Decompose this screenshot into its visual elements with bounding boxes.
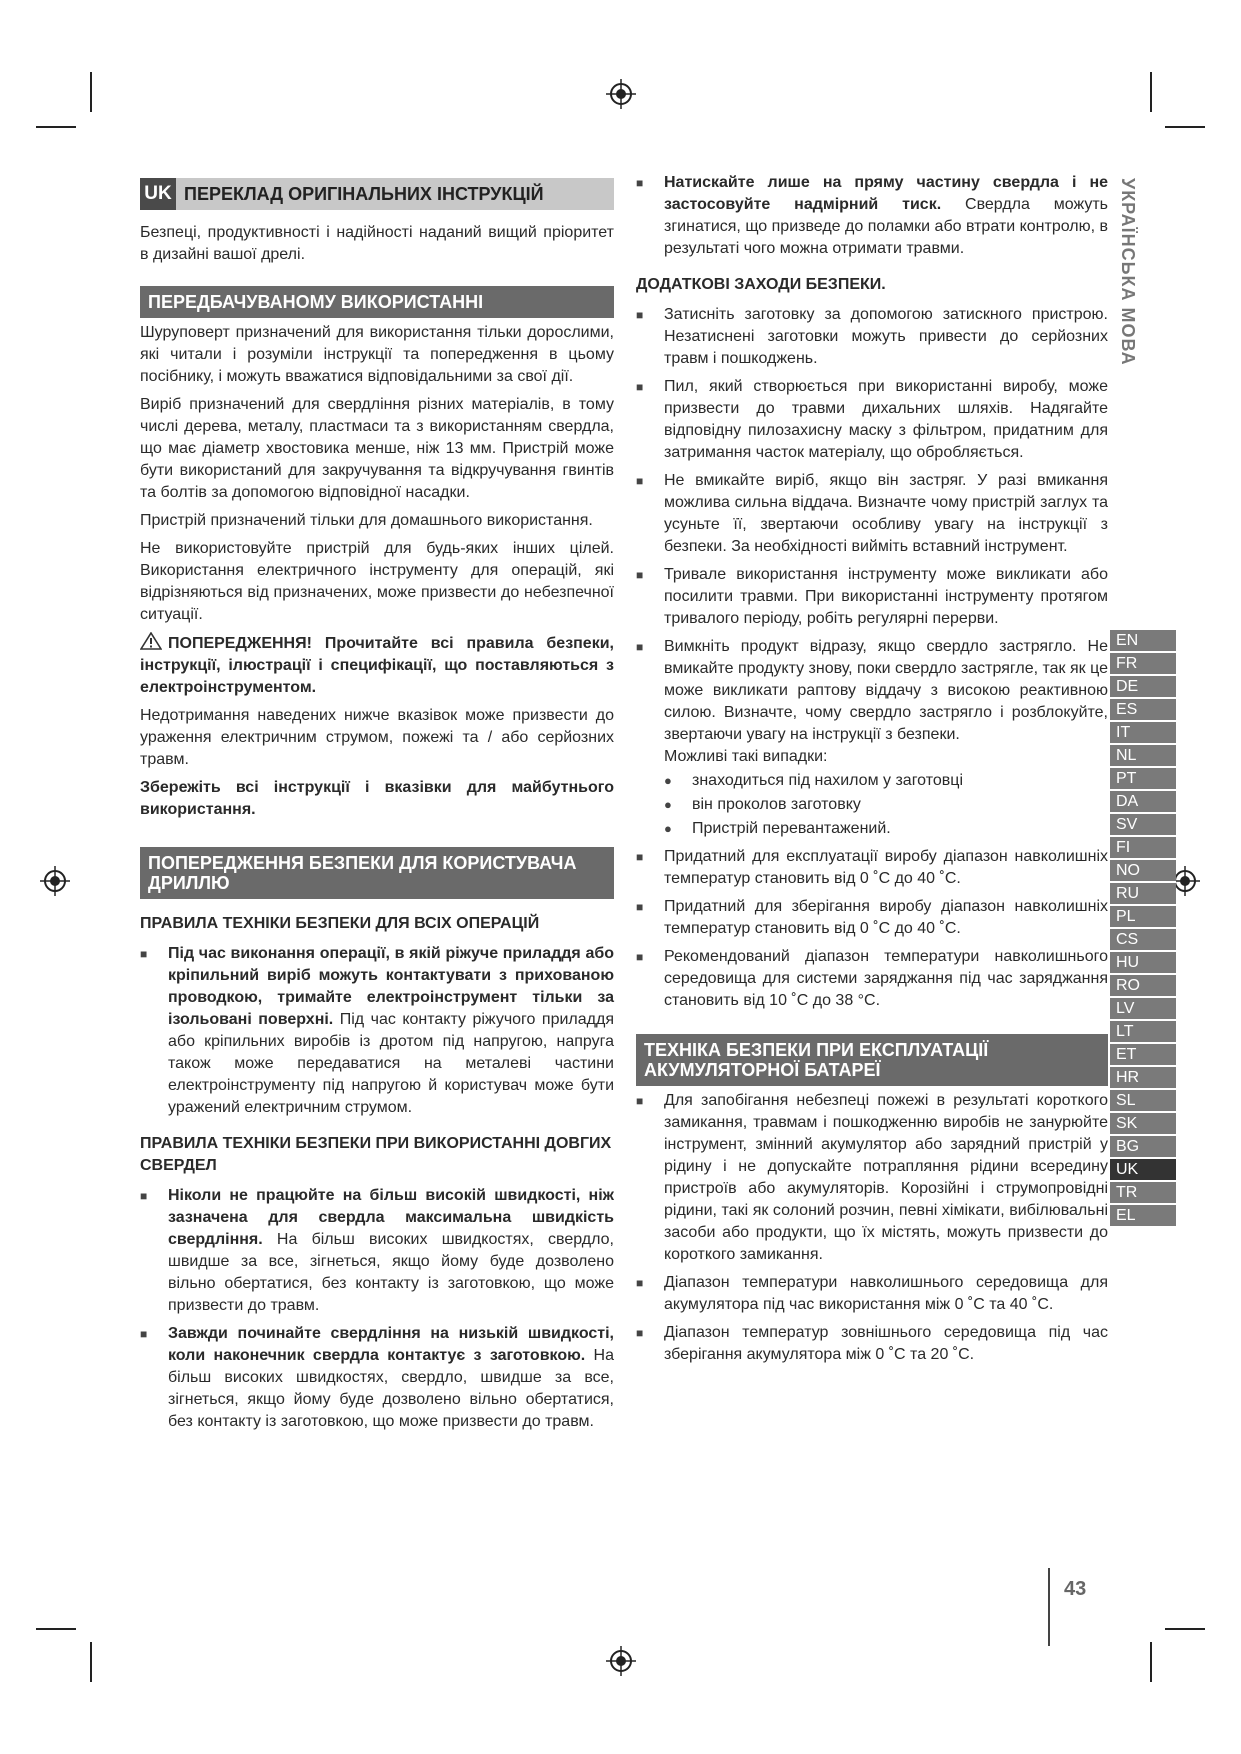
paragraph: Пристрій призначений тільки для домашнього використання. [140,512,593,529]
subheading-all-operations: ПРАВИЛА ТЕХНІКИ БЕЗПЕКИ ДЛЯ ВСІХ ОПЕРАЦІЙ [140,915,540,932]
page-number: 43 [1064,1578,1087,1600]
list-item: ■ Придатний для експлуатації виробу діапазон навколишніх температур становить від 0 ˚C до 40 ˚C. [636,846,1108,890]
paragraph: Недотримання наведених нижче вказівок може призвести до ураження електричним струмом, пожежі та / або серйозних травм. [140,707,614,768]
language-tab-fi[interactable]: FI [1110,837,1176,860]
language-tab-nl[interactable]: NL [1110,745,1176,768]
language-tab-ro[interactable]: RO [1110,975,1176,998]
side-title [1116,178,1146,398]
document-header [140,178,614,210]
list-item [140,1185,614,1317]
language-tab-pl[interactable]: PL [1110,906,1176,929]
crop-mark [1165,1628,1205,1630]
list-item-text: На більш високих швидкостях, свердло, швидше за все, зігнеться, якщо йому буде дозволено вільно обертатися, без контакту із заготовкою, що може призвести до травм. [168,1231,614,1314]
language-tab-et[interactable]: ET [1110,1044,1176,1067]
side-title-text: УКРАЇНСЬКА МОВА [1118,178,1138,366]
section-heading-battery-safety: ТЕХНІКА БЕЗПЕКИ ПРИ ЕКСПЛУАТАЦІЇ АКУМУЛЯТОРНОЇ БАТАРЕЇ [636,1034,1108,1086]
list-item-continuation: Можливі такі випадки: [664,748,828,765]
list-item: ■ Тривале використання інструменту може викликати або посилити травми. При використанні інструменту протягом тривалого періоду, робіть регулярні перерви. [636,564,1108,630]
list-item-text: На більш високих швидкостях, свердло, швидше за все, зігнеться, якщо йому буде дозволено вільно обертатися, без контакту із заготовкою, що може призвести до травм. [168,1347,614,1430]
language-tab-hu[interactable]: HU [1110,952,1176,975]
subheading-additional-safety: ДОДАТКОВІ ЗАХОДИ БЕЗПЕКИ. [636,276,886,293]
warning-bold-text: ПОПЕРЕДЖЕННЯ! Прочитайте всі правила безпеки, інструкції, ілюстрації і специфікації, що поставляються з електроінструментом. [140,635,614,696]
crop-mark [90,72,92,112]
crop-mark [1150,1642,1152,1682]
crop-mark [1150,72,1152,112]
list-item: ■ Діапазон температур зовнішнього середовища під час зберігання акумулятора між 0 ˚C та 20 ˚C. [636,1322,1108,1366]
paragraph: Шуруповерт призначений для використання тільки дорослими, які читали і розуміли інструкції та попередження в цьому посібнику, і можуть вважатися відповідальними за свої дії. [140,324,614,385]
bullet-item: ● Пристрій перевантажений. [636,818,1108,840]
language-tab-hr[interactable]: HR [1110,1067,1176,1090]
language-tab-no[interactable]: NO [1110,860,1176,883]
list-item: ■ Не вмикайте виріб, якщо він застряг. У разі вмикання можлива сильна віддача. Визначте чому пристрій заглух та усуньте її, звертаючи особливу увагу на інструкції з безпеки. За необхідності вийміть вставний інструмент. [636,470,1108,558]
language-tab-fr[interactable]: FR [1110,653,1176,676]
document-title: ПЕРЕКЛАД ОРИГІНАЛЬНИХ ІНСТРУКЦІЙ [184,184,544,204]
list-item: ■ Рекомендований діапазон температури навколишнього середовища для системи заряджання під час заряджання становить від 10 ˚C до 38 °C. [636,946,1108,1012]
language-tab-tr[interactable]: TR [1110,1182,1176,1205]
list-item: ■ Пил, який створюється при використанні виробу, може призвести до травми дихальних шляхів. Надягайте відповідну пилозахисну маску з фільтром, придатним для затримання часток матеріалу, що обробляється. [636,376,1108,464]
section-heading-drill-safety: ПОПЕРЕДЖЕННЯ БЕЗПЕКИ ДЛЯ КОРИСТУВАЧА ДРИЛЛЮ [140,847,614,899]
paragraph: Виріб призначений для свердління різних матеріалів, в тому числі дерева, металу, пластмаси та з використанням свердла, що має діаметр хвостовика менше, ніж 13 мм. Пристрій може бути використаний для закручування та відкручування гвинтів та болтів за допомогою відповідної насадки. [140,396,614,501]
crop-mark [36,1628,76,1630]
list-item [636,172,1108,260]
list-item: ■ Затисніть заготовку за допомогою затискного пристрою. Незатиснені заготовки можуть привести до серйозних травм і пошкоджень. [636,304,1108,370]
language-tab-bg[interactable]: BG [1110,1136,1176,1159]
language-tab-en[interactable]: EN [1110,630,1176,653]
list-item: ■ Діапазон температури навколишнього середовища для акумулятора під час використання між 0 ˚C та 40 ˚C. [636,1272,1108,1316]
registration-mark-icon [40,866,70,896]
warning-paragraph [140,632,614,699]
intro-paragraph: Безпеці, продуктивності і надійності наданий вищий пріоритет в дизайні вашої дрелі. [140,224,614,263]
page-number-divider [1048,1568,1050,1646]
crop-mark [90,1642,92,1682]
crop-mark [36,126,76,128]
language-tab-sk[interactable]: SK [1110,1113,1176,1136]
list-item-bold: Під час виконання операції, в якій ріжуче приладдя або кріпильний виріб можуть контактувати з прихованою проводкою, тримайте електроінструмент тільки за ізольовані поверхні. [168,945,614,1028]
language-tabs [1110,630,1176,1228]
registration-mark-icon [606,79,636,109]
language-tab-de[interactable]: DE [1110,676,1176,699]
list-item-bold: Ніколи не працюйте на більш високій швидкості, ніж зазначена для свердла максимальна швидкість свердління. [168,1187,614,1248]
crop-mark [1165,126,1205,128]
language-tab-lv[interactable]: LV [1110,998,1176,1021]
language-tab-da[interactable]: DA [1110,791,1176,814]
list-item-text: Під час контакту ріжучого приладдя або кріпильних виробів із дротом під напругою, напруга також може передаватися на металеві частини електроінструменту під напругою й користувач може бути уражений електричним струмом. [168,1011,614,1116]
list-item [140,943,614,1119]
language-tab-uk[interactable]: UK [1110,1159,1176,1182]
paragraph: Не використовуйте пристрій для будь-яких інших цілей. Використання електричного інструменту для операцій, які відрізняються від призначених, може призвести до небезпечної ситуації. [140,540,614,623]
list-item: ■ Для запобігання небезпеці пожежі в результаті короткого замикання, травмам і пошкодженню виробів не занурюйте інструмент, змінний акумулятор або зарядний пристрій у рідину і не допускайте потрапляння рідини всередину пристроїв або акумуляторів. Корозійні і струмопровідні рідини, такі як солоний розчин, певні хімікати, вибілювальні засоби або продукти, що їх містять, можуть призвести до короткого замикання. [636,1090,1108,1266]
list-item [636,636,1108,768]
subheading-long-bits: ПРАВИЛА ТЕХНІКИ БЕЗПЕКИ ПРИ ВИКОРИСТАННІ ДОВГИХ СВЕРДЕЛ [140,1135,612,1174]
left-column [140,178,614,1439]
language-tab-it[interactable]: IT [1110,722,1176,745]
list-item: ■ Придатний для зберігання виробу діапазон навколишніх температур становить від 0 ˚C до 40 ˚C. [636,896,1108,940]
language-tab-sl[interactable]: SL [1110,1090,1176,1113]
language-tab-cs[interactable]: CS [1110,929,1176,952]
list-item-text: Свердла можуть згинатися, що призведе до поламки або втрати контролю, в результаті чого можна отримати травми. [664,196,1109,257]
list-item-bold: Натискайте лише на пряму частину свердла і не застосовуйте надмірний тиск. [664,174,1108,213]
language-tab-ru[interactable]: RU [1110,883,1176,906]
keep-instructions-paragraph: Збережіть всі інструкції і вказівки для майбутнього використання. [140,779,614,818]
language-tab-pt[interactable]: PT [1110,768,1176,791]
bullet-item: ● знаходиться під нахилом у заготовці [636,770,1108,792]
language-tab-el[interactable]: EL [1110,1205,1176,1228]
right-column [636,172,1108,1372]
bullet-item: ● він проколов заготовку [636,794,1108,816]
list-item-text: Вимкніть продукт відразу, якщо свердло застрягло. Не вмикайте продукту знову, поки свердло застрягле, так як це може викликати раптову віддачу з високою реактивною силою. Визначте, чому свердло застрягло і розблокуйте, звертаючи увагу на інструкції з безпеки. [664,638,1108,743]
warning-triangle-icon [140,632,162,650]
list-item-bold: Завжди починайте свердління на низькій швидкості, коли наконечник свердла контактує з заготовкою. [168,1325,614,1364]
language-tab-es[interactable]: ES [1110,699,1176,722]
language-tab-sv[interactable]: SV [1110,814,1176,837]
language-code-badge: UK [140,178,176,210]
section-heading-intended-use: ПЕРЕДБАЧУВАНОМУ ВИКОРИСТАННІ [140,286,614,318]
registration-mark-icon [606,1646,636,1676]
language-tab-lt[interactable]: LT [1110,1021,1176,1044]
list-item [140,1323,614,1433]
